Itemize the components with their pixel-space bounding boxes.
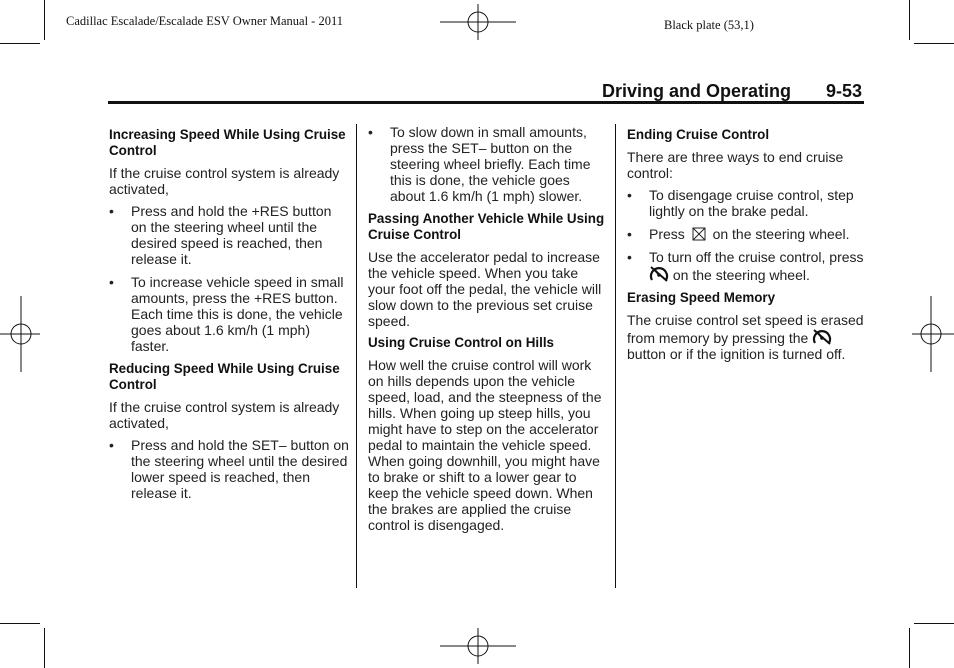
paragraph: If the cruise control system is already activated, <box>109 165 340 197</box>
list-item: • To turn off the cruise control, press on the steering wheel. <box>627 249 864 283</box>
registration-mark-top <box>440 4 516 40</box>
heading-erasing-memory: Erasing Speed Memory <box>627 290 776 305</box>
bullet: • <box>109 437 114 453</box>
crop-mark <box>44 628 45 668</box>
bullet: • <box>627 226 632 242</box>
section-title: Driving and Operating <box>602 81 792 101</box>
cancel-icon <box>689 227 709 242</box>
heading-increasing-speed: Increasing Speed While Using Cruise Control <box>109 127 346 158</box>
column-3 <box>627 124 867 368</box>
bullet-list <box>627 187 867 283</box>
bullet: • <box>109 274 114 290</box>
page-number: 9-53 <box>826 81 863 101</box>
heading-ending-cruise: Ending Cruise Control <box>627 127 770 142</box>
bullet-list <box>109 203 349 354</box>
cruise-control-icon <box>649 265 669 283</box>
list-item: • To disengage cruise control, step lightly on the brake pedal. <box>627 187 854 219</box>
column-1 <box>109 124 349 508</box>
cruise-control-icon <box>812 328 832 346</box>
list-item: • Press and hold the +RES button on the steering wheel until the desired speed is reached, then release it. <box>109 203 332 267</box>
bullet-list <box>368 124 608 204</box>
list-item: • To slow down in small amounts, press the SET– button on the steering wheel briefly. Each time this is done, the vehicle goes about 1.6 km/h (1 mph) slower. <box>368 124 591 204</box>
paragraph: Use the accelerator pedal to increase the vehicle speed. When you take your foot off the pedal, the vehicle will slow down to the previous set cruise speed. <box>368 249 602 329</box>
registration-mark-bottom <box>440 628 516 664</box>
plate-label: Black plate (53,1) <box>664 18 754 32</box>
paragraph: There are three ways to end cruise control: <box>627 149 844 181</box>
crop-mark <box>909 628 910 668</box>
crop-mark <box>909 0 910 40</box>
list-item: • Press and hold the SET– button on the steering wheel until the desired lower speed is reached, then release it. <box>109 437 349 501</box>
bullet: • <box>627 249 632 265</box>
heading-passing-vehicle: Passing Another Vehicle While Using Cruise Control <box>368 211 605 242</box>
paragraph: If the cruise control system is already activated, <box>109 399 340 431</box>
list-item: • Press on the steering wheel. <box>627 226 850 242</box>
registration-mark-left <box>0 296 40 372</box>
bullet-list <box>109 437 349 501</box>
crop-mark <box>914 623 954 624</box>
column-divider <box>615 124 616 588</box>
bullet: • <box>109 203 114 219</box>
column-2 <box>368 124 608 539</box>
list-item: • To increase vehicle speed in small amounts, press the +RES button. Each time this is done, the vehicle goes about 1.6 km/h (1 mph) faster. <box>109 274 344 354</box>
bullet: • <box>627 187 632 203</box>
heading-hills: Using Cruise Control on Hills <box>368 335 554 350</box>
column-divider <box>356 124 357 588</box>
paragraph: The cruise control set speed is erased from memory by pressing the button or if the ignition is turned off. <box>627 312 864 362</box>
crop-mark <box>44 0 45 40</box>
manual-title: Cadillac Escalade/Escalade ESV Owner Manual - 2011 <box>66 14 343 28</box>
paragraph: How well the cruise control will work on hills depends upon the vehicle speed, load, and the steepness of the hills. When going up steep hills, you might have to step on the accelerator pedal to maintain the vehicle speed. When going downhill, you might have to brake or shift to a lower gear to keep the vehicle speed down. When the brakes are applied the cruise control is disengaged. <box>368 357 602 533</box>
crop-mark <box>914 43 954 44</box>
crop-mark <box>0 43 40 44</box>
header-rule <box>108 101 864 104</box>
bullet: • <box>368 124 373 140</box>
crop-mark <box>0 623 40 624</box>
registration-mark-right <box>912 296 954 372</box>
heading-reducing-speed: Reducing Speed While Using Cruise Control <box>109 361 340 392</box>
